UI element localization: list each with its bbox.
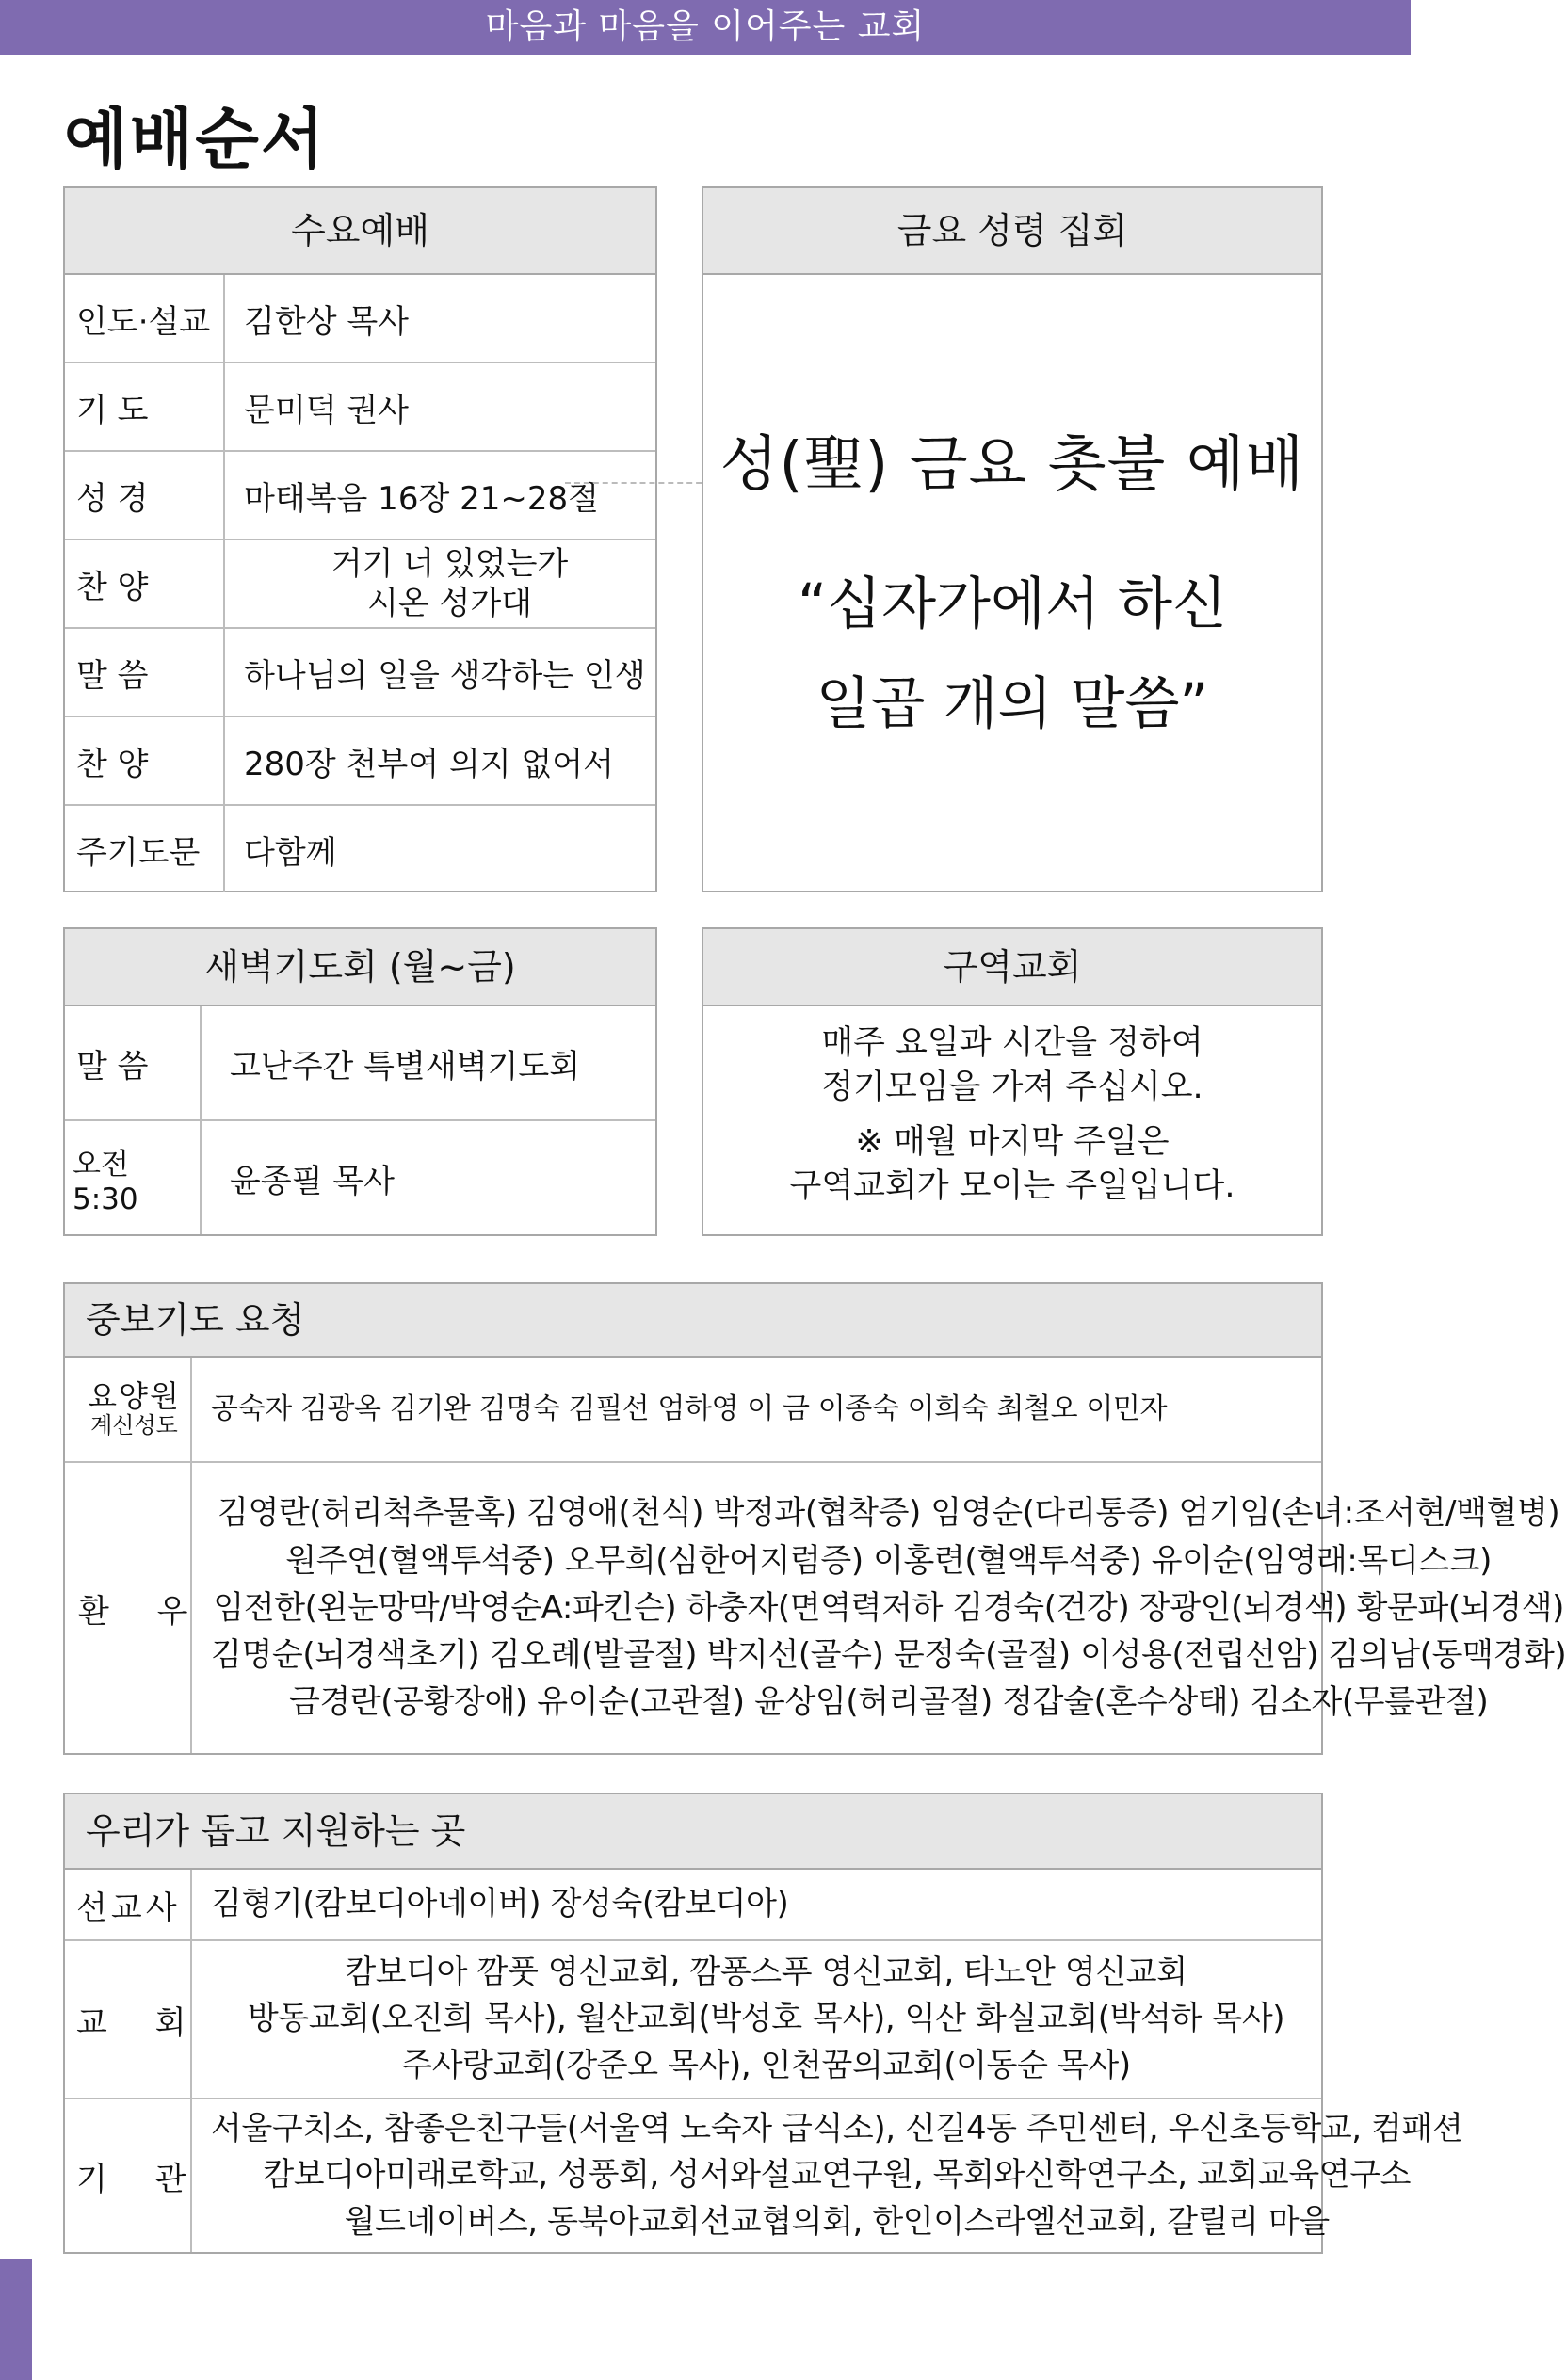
row-label: 주기도문 [65, 806, 225, 892]
row-label: 찬 양 [65, 540, 225, 627]
district-church-title: 구역교회 [703, 929, 1321, 1006]
row-label [65, 2099, 192, 2252]
row-value: 마태복음 16장 21~28절 [244, 479, 599, 518]
patients-line: 임전한(왼눈망막/박영순A:파킨슨) 하충자(면역력저하 김경숙(건강) 장광인(뇌경색) 황문파(뇌경색) [213, 1588, 1564, 1627]
dawn-prayer-box [63, 927, 657, 1236]
church-label: 교 회 [76, 2003, 186, 2042]
patients-line: 김명순(뇌경색초기) 김오례(발골절) 박지선(골수) 문정숙(골절) 이성용(전립선암) 김의남(동맥경화) [211, 1636, 1566, 1675]
district-church-box [702, 927, 1323, 1236]
org-line: 캄보디아미래로학교, 성풍회, 성서와설교연구원, 목회와신학연구소, 교회교육연구소 [263, 2156, 1412, 2195]
service-row [65, 452, 655, 540]
church-line: 주사랑교회(강준오 목사), 인천꿈의교회(이동순 목사) [401, 2046, 1131, 2084]
church-list [192, 1941, 1321, 2098]
friday-quote-line-2: 일곱 개의 말씀” [815, 671, 1209, 737]
row-value: 문미덕 권사 [244, 391, 410, 429]
service-row [65, 363, 655, 452]
org-line: 월드네이버스, 동북아교회선교협의회, 한인이스라엘선교회, 갈릴리 마을 [344, 2202, 1330, 2241]
support-row [65, 2099, 1463, 2252]
district-notice [703, 1006, 1321, 1209]
row-label: 성 경 [65, 452, 225, 539]
row-label [65, 1358, 192, 1461]
row-value: 하나님의 일을 생각하는 인생 [244, 656, 646, 695]
row-label: 기 도 [65, 363, 225, 450]
row-label: 선교사 [65, 1870, 192, 1939]
patients-list [192, 1463, 1566, 1753]
service-row [65, 806, 655, 892]
friday-headline: 성(聖) 금요 촛불 예배 [719, 430, 1305, 500]
district-line: 정기모임을 가져 주십시오. [821, 1069, 1203, 1107]
row-value [225, 540, 655, 627]
church-line: 방동교회(오진희 목사), 월산교회(박성호 목사), 익산 화실교회(박석하 목사) [247, 2000, 1285, 2038]
support-row [65, 1870, 1321, 1941]
prayer-row [65, 1463, 1566, 1753]
patients-line: 원주연(혈액투석중) 오무희(심한어지럼증) 이홍련(혈액투석중) 유이순(임영래:목디스크) [285, 1541, 1493, 1580]
row-label: 말 씀 [65, 629, 225, 716]
choir-name: 시온 성가대 [366, 585, 533, 622]
organization-list [192, 2099, 1462, 2252]
divider-dash [565, 482, 720, 484]
top-banner: 마음과 마음을 이어주는 교회 [0, 0, 1411, 55]
row-label: 말 씀 [65, 1006, 202, 1119]
service-row [65, 540, 655, 629]
hymn-title: 거기 너 있었는가 [331, 544, 569, 583]
wednesday-service-table [65, 275, 655, 892]
church-line: 캄보디아 깜풋 영신교회, 깜퐁스푸 영신교회, 타노안 영신교회 [345, 1954, 1187, 1992]
service-row [65, 629, 655, 717]
support-row [65, 1941, 1321, 2099]
row-label: 인도·설교 [65, 275, 225, 362]
side-accent-bar [0, 2259, 32, 2380]
intercessory-prayer-box [63, 1282, 1566, 1755]
row-value: 고난주간 특별새벽기도회 [230, 1047, 581, 1085]
service-row [65, 717, 655, 806]
nursing-label: 요양원 [88, 1378, 181, 1415]
support-box [63, 1793, 1463, 2254]
row-label [65, 1463, 192, 1753]
dawn-prayer-title: 새벽기도회 (월~금) [65, 929, 655, 1006]
org-line: 서울구치소, 참좋은친구들(서울역 노숙자 급식소), 신길4동 주민센터, 우신초등학교, 컴패션 [211, 2110, 1463, 2148]
row-label: 오전 5:30 [65, 1121, 202, 1234]
patients-line: 금경란(공황장애) 유이순(고관절) 윤상임(허리골절) 정갑술(혼수상태) 김소자(무릎관절) [288, 1683, 1489, 1722]
patients-label: 환 우 [78, 1592, 188, 1631]
row-value: 김한상 목사 [244, 302, 410, 341]
page-title: 예배순서 [64, 101, 327, 178]
row-value: 윤종필 목사 [230, 1162, 396, 1200]
friday-gathering-box [702, 186, 1323, 892]
support-title: 우리가 돕고 지원하는 곳 [65, 1794, 1321, 1870]
service-row [65, 1121, 655, 1234]
friday-gathering-title: 금요 성령 집회 [703, 188, 1321, 275]
wednesday-service-box [63, 186, 657, 892]
patients-line: 김영란(허리척추물혹) 김영애(천식) 박정과(협착증) 임영순(다리통증) 엄기임(손녀:조서현/백혈병) [218, 1494, 1560, 1533]
prayer-row [65, 1358, 1321, 1463]
district-line: 매주 요일과 시간을 정하여 [821, 1024, 1203, 1062]
nursing-home-list: 공숙자 김광옥 김기완 김명숙 김필선 엄하영 이 금 이종숙 이희숙 최철오 이민자 [211, 1391, 1168, 1425]
service-row [65, 1006, 655, 1121]
org-label: 기 관 [76, 2160, 186, 2198]
missionary-list: 김형기(캄보디아네이버) 장성숙(캄보디아) [211, 1885, 789, 1923]
district-line: 구역교회가 모이는 주일입니다. [789, 1166, 1235, 1205]
wednesday-service-title: 수요예배 [65, 188, 655, 275]
district-line: ※ 매월 마지막 주일은 [855, 1122, 1170, 1161]
service-row [65, 275, 655, 363]
friday-quote-line-1: “십자가에서 하신 [798, 571, 1227, 637]
nursing-sublabel: 계신성도 [90, 1412, 178, 1439]
row-label: 찬 양 [65, 717, 225, 804]
intercessory-prayer-title: 중보기도 요청 [65, 1284, 1321, 1358]
row-value: 다함께 [244, 833, 337, 872]
row-value: 280장 천부여 의지 없어서 [244, 745, 614, 783]
row-label [65, 1941, 192, 2098]
